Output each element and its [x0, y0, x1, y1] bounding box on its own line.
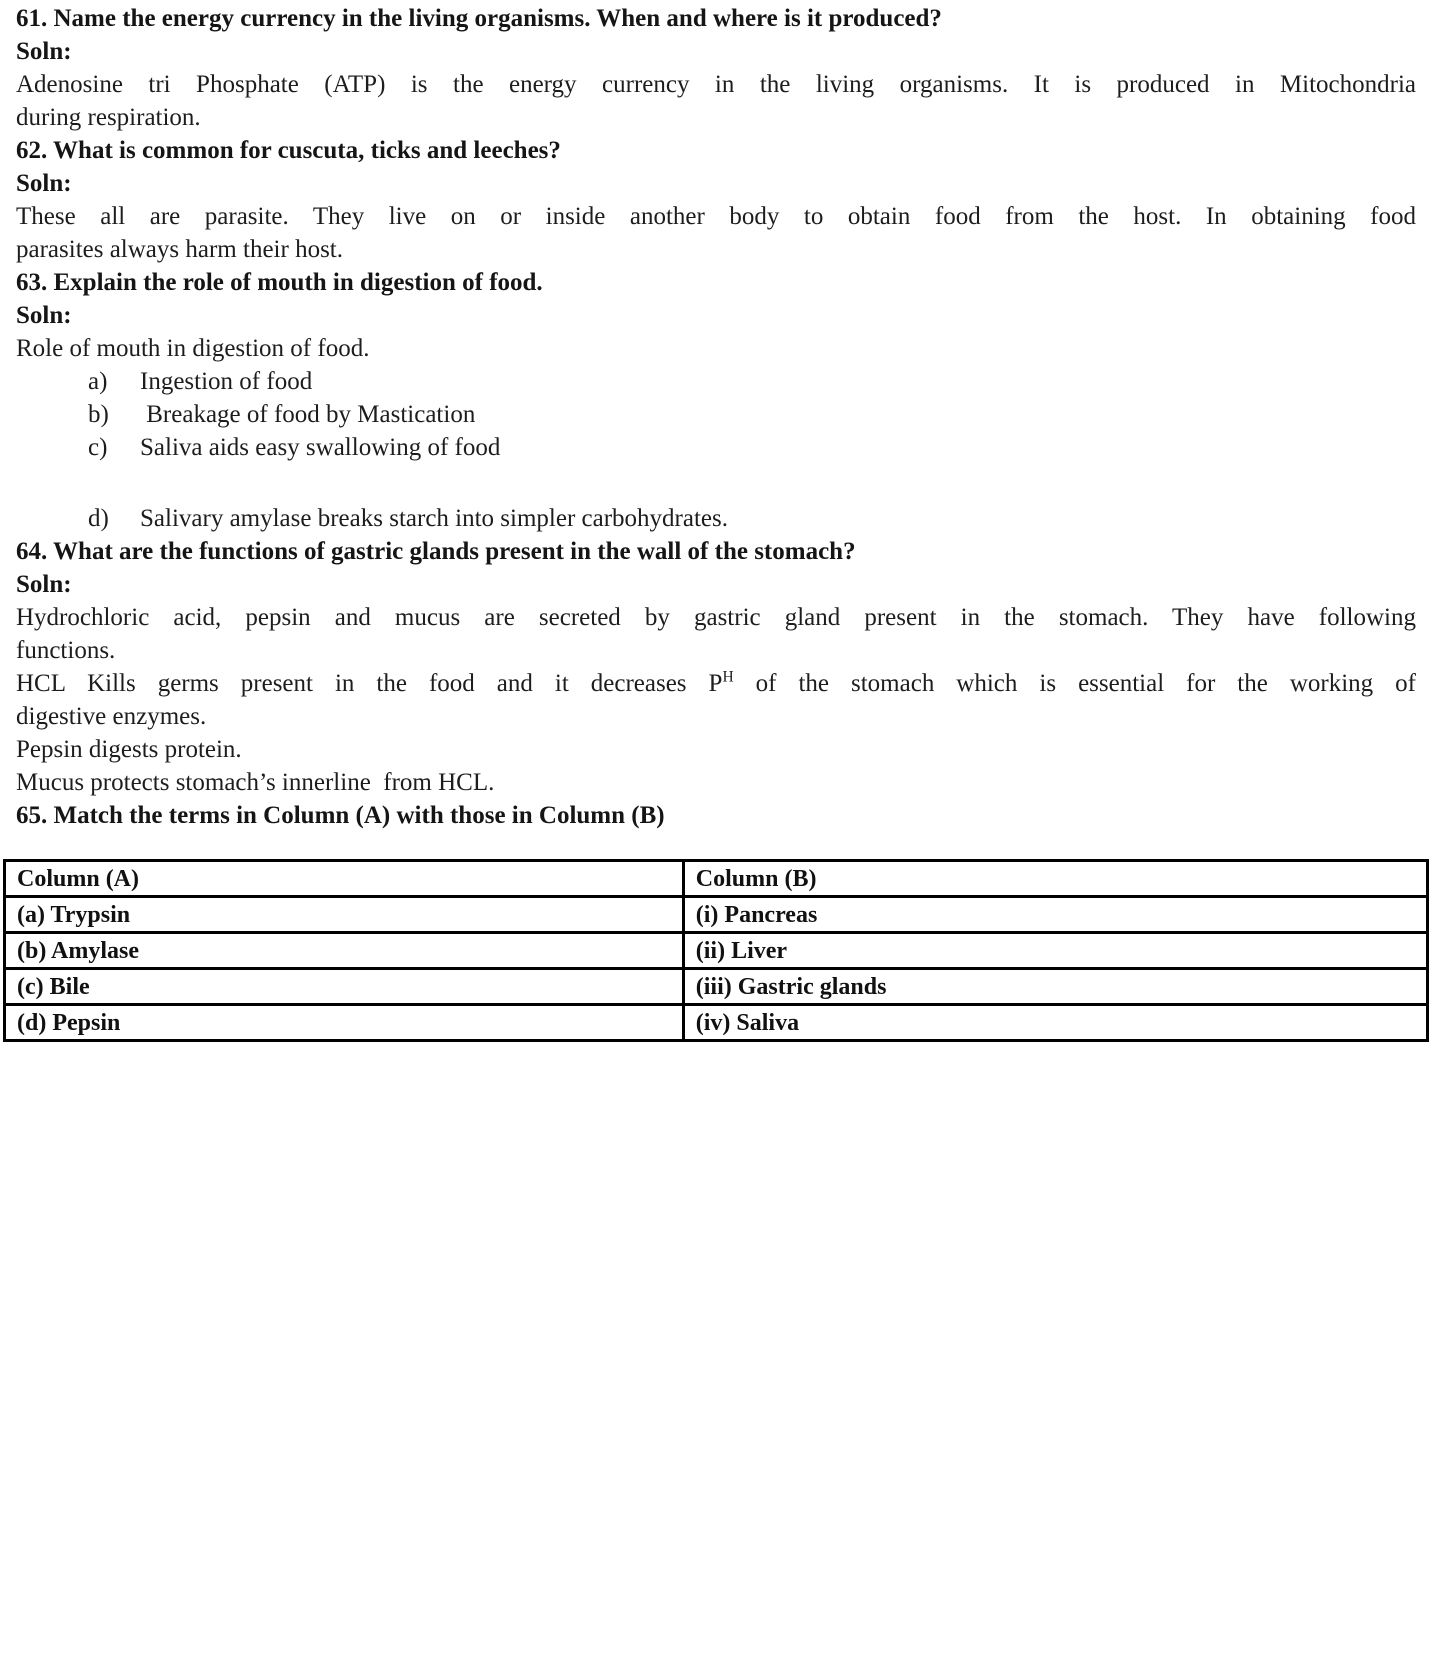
match-table-row-2 [5, 933, 1428, 969]
list-item-b-marker: b) [88, 401, 109, 428]
q61-soln-label: Soln: [16, 38, 72, 65]
match-table-header-row [5, 861, 1428, 897]
q63-list [16, 365, 1416, 464]
question-61-heading: 61. Name the energy currency in the living organisms. When and where is it produced? [16, 5, 942, 32]
match-table-cell-b2: (ii) Liver [683, 933, 1427, 969]
q64-para2 [16, 667, 1416, 733]
list-item-a-text: Ingestion of food [140, 368, 313, 395]
q62-soln-label: Soln: [16, 170, 72, 197]
q64-soln-label: Soln: [16, 571, 72, 598]
match-table-header-a: Column (A) [5, 861, 684, 897]
q63-soln-label: Soln: [16, 302, 72, 329]
ph-superscript: H [722, 668, 734, 686]
q64-para2-text-after-sup: of the stomach which is essential for the working of [733, 670, 1416, 697]
list-item-c-marker: c) [88, 434, 108, 461]
list-item-a [88, 365, 1416, 398]
q64-para4 [16, 766, 1416, 799]
question-64-heading: 64. What are the functions of gastric glands present in the wall of the stomach? [16, 538, 856, 565]
list-item-a-marker: a) [88, 368, 108, 395]
q61-answer [16, 68, 1416, 134]
q62-answer-line-2: parasites always harm their host. [16, 236, 343, 263]
q61-answer-line-1: Adenosine tri Phosphate (ATP) is the energy currency in the living organisms. It is produced in Mitochondria [16, 71, 1416, 98]
list-item-b [88, 398, 1416, 431]
q63-intro-line: Role of mouth in digestion of food. [16, 335, 370, 362]
list-item-c-text: Saliva aids easy swallowing of food [140, 434, 501, 461]
list-item-c [88, 431, 1416, 464]
list-item-d [88, 502, 1416, 535]
list-item-d-marker: d) [88, 505, 109, 532]
q61-answer-line-2: during respiration. [16, 104, 201, 131]
match-table-cell-a1: (a) Trypsin [5, 897, 684, 933]
match-table-row-3 [5, 969, 1428, 1005]
match-table-cell-b3: (iii) Gastric glands [683, 969, 1427, 1005]
q64-para2-line-2: digestive enzymes. [16, 703, 207, 730]
match-table-cell-b4: (iv) Saliva [683, 1005, 1427, 1041]
match-table-header-b: Column (B) [683, 861, 1427, 897]
q64-para2-line-1 [16, 667, 1416, 700]
q64-para1 [16, 601, 1416, 667]
match-table-cell-a2: (b) Amylase [5, 933, 684, 969]
question-63-heading: 63. Explain the role of mouth in digestion of food. [16, 269, 543, 296]
match-table-cell-a4: (d) Pepsin [5, 1005, 684, 1041]
question-65-heading: 65. Match the terms in Column (A) with those in Column (B) [16, 802, 665, 829]
q64-para1-line-1: Hydrochloric acid, pepsin and mucus are secreted by gastric gland present in the stomach. They have following [16, 604, 1416, 631]
q64-para4-line: Mucus protects stomach’s innerline from HCL. [16, 769, 495, 796]
q64-para1-line-2: functions. [16, 637, 116, 664]
question-62-heading: 62. What is common for cuscuta, ticks and leeches? [16, 137, 561, 164]
list-item-d-text: Salivary amylase breaks starch into simpler carbohydrates. [140, 505, 729, 532]
q64-para2-text-before-sup: HCL Kills germs present in the food and it decreases P [16, 670, 723, 697]
match-table-cell-b1: (i) Pancreas [683, 897, 1427, 933]
match-table [3, 859, 1429, 1042]
q64-para3-line: Pepsin digests protein. [16, 736, 242, 763]
q62-answer [16, 200, 1416, 266]
q62-answer-line-1: These all are parasite. They live on or inside another body to obtain food from the host. In obtaining food [16, 203, 1416, 230]
match-table-cell-a3: (c) Bile [5, 969, 684, 1005]
match-table-row-4 [5, 1005, 1428, 1041]
match-table-row-1 [5, 897, 1428, 933]
list-item-b-text: Breakage of food by Mastication [140, 401, 476, 428]
q63-intro [16, 332, 1416, 365]
q64-para3 [16, 733, 1416, 766]
